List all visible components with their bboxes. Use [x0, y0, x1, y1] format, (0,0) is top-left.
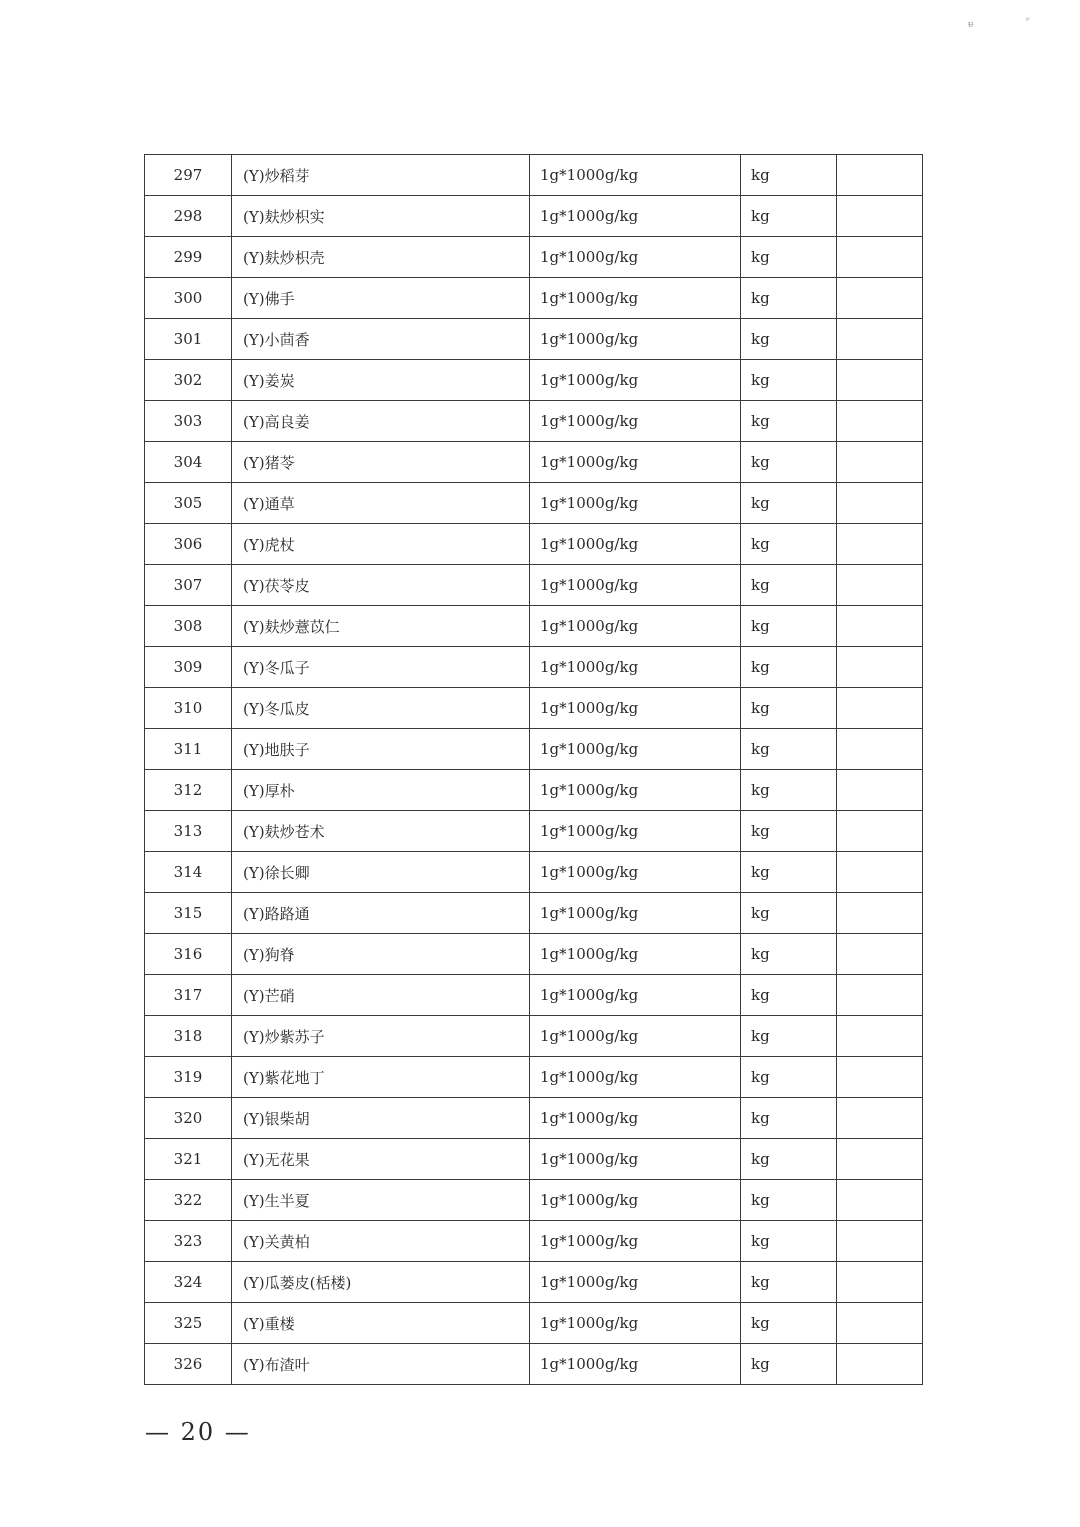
unit-cell: kg	[741, 606, 837, 647]
herb-name-cell: (Y)麸炒苍术	[232, 811, 530, 852]
note-cell	[837, 1262, 923, 1303]
unit-cell: kg	[741, 1016, 837, 1057]
row-number-cell: 306	[145, 524, 232, 565]
row-number-cell: 322	[145, 1180, 232, 1221]
herb-name-cell: (Y)银柴胡	[232, 1098, 530, 1139]
spec-cell: 1g*1000g/kg	[530, 483, 741, 524]
unit-cell: kg	[741, 647, 837, 688]
row-number-cell: 310	[145, 688, 232, 729]
unit-cell: kg	[741, 811, 837, 852]
note-cell	[837, 688, 923, 729]
note-cell	[837, 934, 923, 975]
spec-cell: 1g*1000g/kg	[530, 1303, 741, 1344]
unit-cell: kg	[741, 1344, 837, 1385]
spec-cell: 1g*1000g/kg	[530, 524, 741, 565]
spec-cell: 1g*1000g/kg	[530, 811, 741, 852]
row-number-cell: 297	[145, 155, 232, 196]
spec-cell: 1g*1000g/kg	[530, 1221, 741, 1262]
table-row	[145, 483, 923, 524]
note-cell	[837, 1016, 923, 1057]
note-cell	[837, 975, 923, 1016]
unit-cell: kg	[741, 360, 837, 401]
table-row	[145, 1303, 923, 1344]
table-row	[145, 1057, 923, 1098]
herb-name-cell: (Y)紫花地丁	[232, 1057, 530, 1098]
note-cell	[837, 647, 923, 688]
spec-cell: 1g*1000g/kg	[530, 565, 741, 606]
note-cell	[837, 893, 923, 934]
herb-name-cell: (Y)徐长卿	[232, 852, 530, 893]
row-number-cell: 314	[145, 852, 232, 893]
spec-cell: 1g*1000g/kg	[530, 934, 741, 975]
row-number-cell: 300	[145, 278, 232, 319]
note-cell	[837, 1303, 923, 1344]
table-row	[145, 1016, 923, 1057]
row-number-cell: 309	[145, 647, 232, 688]
table-row	[145, 237, 923, 278]
herb-name-cell: (Y)炒紫苏子	[232, 1016, 530, 1057]
spec-cell: 1g*1000g/kg	[530, 688, 741, 729]
spec-cell: 1g*1000g/kg	[530, 401, 741, 442]
unit-cell: kg	[741, 893, 837, 934]
spec-cell: 1g*1000g/kg	[530, 360, 741, 401]
herb-name-cell: (Y)瓜蒌皮(栝楼)	[232, 1262, 530, 1303]
unit-cell: kg	[741, 524, 837, 565]
herb-name-cell: (Y)猪苓	[232, 442, 530, 483]
row-number-cell: 321	[145, 1139, 232, 1180]
unit-cell: kg	[741, 278, 837, 319]
table-row	[145, 647, 923, 688]
note-cell	[837, 237, 923, 278]
row-number-cell: 315	[145, 893, 232, 934]
table-row	[145, 1262, 923, 1303]
table-row	[145, 196, 923, 237]
herb-name-cell: (Y)关黄柏	[232, 1221, 530, 1262]
herb-name-cell: (Y)炒稻芽	[232, 155, 530, 196]
unit-cell: kg	[741, 852, 837, 893]
table-row	[145, 1139, 923, 1180]
row-number-cell: 316	[145, 934, 232, 975]
spec-cell: 1g*1000g/kg	[530, 442, 741, 483]
table-row	[145, 360, 923, 401]
herb-name-cell: (Y)麸炒枳实	[232, 196, 530, 237]
note-cell	[837, 155, 923, 196]
herb-name-cell: (Y)布渣叶	[232, 1344, 530, 1385]
row-number-cell: 325	[145, 1303, 232, 1344]
spec-cell: 1g*1000g/kg	[530, 606, 741, 647]
herb-name-cell: (Y)无花果	[232, 1139, 530, 1180]
spec-cell: 1g*1000g/kg	[530, 1139, 741, 1180]
herb-name-cell: (Y)茯苓皮	[232, 565, 530, 606]
row-number-cell: 307	[145, 565, 232, 606]
spec-cell: 1g*1000g/kg	[530, 852, 741, 893]
spec-cell: 1g*1000g/kg	[530, 155, 741, 196]
herb-name-cell: (Y)芒硝	[232, 975, 530, 1016]
table-row	[145, 524, 923, 565]
spec-cell: 1g*1000g/kg	[530, 1098, 741, 1139]
table-row	[145, 606, 923, 647]
table-row	[145, 1344, 923, 1385]
row-number-cell: 302	[145, 360, 232, 401]
unit-cell: kg	[741, 1098, 837, 1139]
unit-cell: kg	[741, 319, 837, 360]
table-row	[145, 770, 923, 811]
row-number-cell: 324	[145, 1262, 232, 1303]
spec-cell: 1g*1000g/kg	[530, 196, 741, 237]
unit-cell: kg	[741, 1057, 837, 1098]
herb-name-cell: (Y)狗脊	[232, 934, 530, 975]
page-number: — 20 —	[145, 1418, 251, 1446]
note-cell	[837, 811, 923, 852]
note-cell	[837, 360, 923, 401]
herb-name-cell: (Y)重楼	[232, 1303, 530, 1344]
table-row	[145, 401, 923, 442]
note-cell	[837, 442, 923, 483]
table-row	[145, 852, 923, 893]
spec-cell: 1g*1000g/kg	[530, 1180, 741, 1221]
table-row	[145, 278, 923, 319]
unit-cell: kg	[741, 1303, 837, 1344]
row-number-cell: 326	[145, 1344, 232, 1385]
unit-cell: kg	[741, 975, 837, 1016]
row-number-cell: 308	[145, 606, 232, 647]
note-cell	[837, 606, 923, 647]
unit-cell: kg	[741, 155, 837, 196]
herb-name-cell: (Y)地肤子	[232, 729, 530, 770]
spec-cell: 1g*1000g/kg	[530, 237, 741, 278]
unit-cell: kg	[741, 688, 837, 729]
table-row	[145, 319, 923, 360]
row-number-cell: 303	[145, 401, 232, 442]
note-cell	[837, 401, 923, 442]
table-row	[145, 893, 923, 934]
scan-speck: ᵖ	[1026, 16, 1030, 26]
herb-name-cell: (Y)通草	[232, 483, 530, 524]
row-number-cell: 313	[145, 811, 232, 852]
row-number-cell: 319	[145, 1057, 232, 1098]
note-cell	[837, 524, 923, 565]
spec-cell: 1g*1000g/kg	[530, 1344, 741, 1385]
scan-speck: ᵾ	[968, 20, 974, 30]
note-cell	[837, 1098, 923, 1139]
herb-name-cell: (Y)小茴香	[232, 319, 530, 360]
herb-name-cell: (Y)麸炒薏苡仁	[232, 606, 530, 647]
table-row	[145, 934, 923, 975]
catalog-table-wrapper	[144, 154, 892, 1385]
unit-cell: kg	[741, 442, 837, 483]
herb-name-cell: (Y)厚朴	[232, 770, 530, 811]
unit-cell: kg	[741, 770, 837, 811]
herb-name-cell: (Y)麸炒枳壳	[232, 237, 530, 278]
catalog-table	[144, 154, 923, 1385]
note-cell	[837, 770, 923, 811]
note-cell	[837, 1221, 923, 1262]
unit-cell: kg	[741, 401, 837, 442]
herb-name-cell: (Y)冬瓜子	[232, 647, 530, 688]
spec-cell: 1g*1000g/kg	[530, 975, 741, 1016]
spec-cell: 1g*1000g/kg	[530, 319, 741, 360]
herb-name-cell: (Y)姜炭	[232, 360, 530, 401]
note-cell	[837, 852, 923, 893]
table-row	[145, 442, 923, 483]
row-number-cell: 305	[145, 483, 232, 524]
unit-cell: kg	[741, 729, 837, 770]
row-number-cell: 301	[145, 319, 232, 360]
spec-cell: 1g*1000g/kg	[530, 647, 741, 688]
table-row	[145, 1180, 923, 1221]
unit-cell: kg	[741, 196, 837, 237]
unit-cell: kg	[741, 934, 837, 975]
herb-name-cell: (Y)虎杖	[232, 524, 530, 565]
table-row	[145, 155, 923, 196]
spec-cell: 1g*1000g/kg	[530, 770, 741, 811]
note-cell	[837, 1139, 923, 1180]
table-row	[145, 811, 923, 852]
unit-cell: kg	[741, 565, 837, 606]
unit-cell: kg	[741, 1262, 837, 1303]
table-row	[145, 1221, 923, 1262]
unit-cell: kg	[741, 237, 837, 278]
table-row	[145, 688, 923, 729]
row-number-cell: 312	[145, 770, 232, 811]
row-number-cell: 317	[145, 975, 232, 1016]
note-cell	[837, 278, 923, 319]
table-row	[145, 565, 923, 606]
row-number-cell: 320	[145, 1098, 232, 1139]
note-cell	[837, 565, 923, 606]
herb-name-cell: (Y)路路通	[232, 893, 530, 934]
table-row	[145, 975, 923, 1016]
herb-name-cell: (Y)佛手	[232, 278, 530, 319]
note-cell	[837, 1180, 923, 1221]
row-number-cell: 311	[145, 729, 232, 770]
spec-cell: 1g*1000g/kg	[530, 893, 741, 934]
unit-cell: kg	[741, 1221, 837, 1262]
note-cell	[837, 483, 923, 524]
spec-cell: 1g*1000g/kg	[530, 1262, 741, 1303]
row-number-cell: 323	[145, 1221, 232, 1262]
table-row	[145, 1098, 923, 1139]
note-cell	[837, 319, 923, 360]
note-cell	[837, 1057, 923, 1098]
herb-name-cell: (Y)冬瓜皮	[232, 688, 530, 729]
unit-cell: kg	[741, 1180, 837, 1221]
row-number-cell: 299	[145, 237, 232, 278]
table-row	[145, 729, 923, 770]
catalog-table-body	[145, 155, 923, 1385]
herb-name-cell: (Y)生半夏	[232, 1180, 530, 1221]
row-number-cell: 318	[145, 1016, 232, 1057]
spec-cell: 1g*1000g/kg	[530, 729, 741, 770]
note-cell	[837, 196, 923, 237]
row-number-cell: 298	[145, 196, 232, 237]
unit-cell: kg	[741, 1139, 837, 1180]
spec-cell: 1g*1000g/kg	[530, 278, 741, 319]
spec-cell: 1g*1000g/kg	[530, 1016, 741, 1057]
unit-cell: kg	[741, 483, 837, 524]
row-number-cell: 304	[145, 442, 232, 483]
herb-name-cell: (Y)高良姜	[232, 401, 530, 442]
note-cell	[837, 729, 923, 770]
note-cell	[837, 1344, 923, 1385]
spec-cell: 1g*1000g/kg	[530, 1057, 741, 1098]
